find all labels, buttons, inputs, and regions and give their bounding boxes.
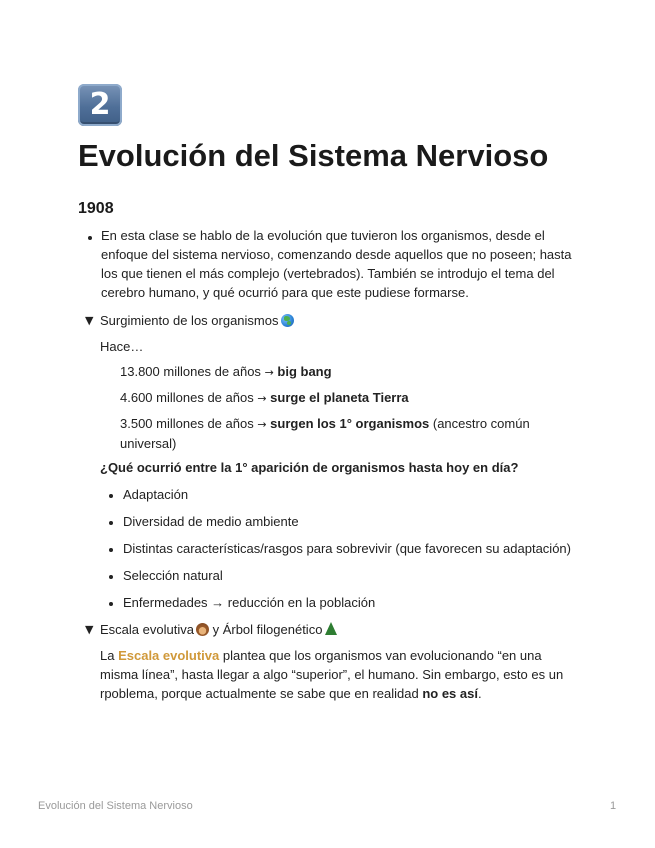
timeline-years: 13.800 millones de años bbox=[120, 364, 261, 379]
timeline-item bbox=[120, 362, 332, 382]
toggle-arbol-label: y Árbol filogenético bbox=[212, 622, 323, 637]
timeline-event: surge el planeta Tierra bbox=[270, 390, 409, 405]
toggle-open-icon[interactable]: ▼ bbox=[85, 623, 94, 636]
timeline-item bbox=[120, 388, 409, 408]
timeline-years: 3.500 millones de años bbox=[120, 416, 254, 431]
escala-paragraph bbox=[100, 646, 580, 703]
section-year-heading: 1908 bbox=[78, 200, 114, 217]
highlight-term: Escala evolutiva bbox=[118, 648, 220, 663]
timeline-years: 4.600 millones de años bbox=[120, 390, 254, 405]
timeline-event: big bang bbox=[277, 364, 332, 379]
paragraph-text: plantea que los organismos van evolucionando “en una misma línea”, hasta llegar a algo “superior”, el humano. Sin embargo, esto es un rpoblema, porque actualmente se sabe que en realidad bbox=[100, 648, 564, 701]
keycap-two-icon: 2 bbox=[78, 84, 122, 126]
bullet-dot bbox=[109, 494, 113, 498]
list-item: Adaptación bbox=[123, 487, 189, 502]
timeline-note: (ancestro común universal) bbox=[120, 416, 530, 451]
bold-phrase: no es así bbox=[422, 686, 478, 701]
tree-icon bbox=[325, 622, 337, 635]
toggle-escala[interactable] bbox=[100, 620, 337, 639]
intro-paragraph: En esta clase se hablo de la evolución que tuvieron los organismos, desde el enfoque del sistema nervioso, comenzando desde aquellos que no poseen; hasta los que tienen el más complejo (vertebrados). También se introdujo el tema del cerebro humano, y qué ocurrió para que este pudiese formarse. bbox=[101, 228, 572, 300]
list-item: Distintas características/rasgos para sobrevivir (que favorecen su adaptación) bbox=[123, 541, 571, 556]
toggle-open-icon[interactable]: ▼ bbox=[85, 314, 94, 327]
timeline-item bbox=[120, 414, 550, 453]
bullet-dot bbox=[109, 575, 113, 579]
paragraph-text: La bbox=[100, 648, 119, 663]
paragraph-text: . bbox=[477, 686, 482, 701]
toggle-surgimiento-label: Surgimiento de los organismos bbox=[100, 313, 279, 328]
globe-icon bbox=[281, 314, 294, 327]
list-item: Enfermedades → reducción en la población bbox=[123, 595, 376, 610]
list-item: Diversidad de medio ambiente bbox=[123, 514, 299, 529]
bullet-dot bbox=[88, 236, 92, 240]
page-title: Evolución del Sistema Nervioso bbox=[78, 138, 549, 173]
toggle-surgimiento[interactable] bbox=[100, 311, 294, 330]
list-item: Selección natural bbox=[123, 568, 223, 583]
hace-label: Hace… bbox=[100, 339, 144, 354]
footer-doc-title: Evolución del Sistema Nervioso bbox=[38, 800, 193, 812]
monkey-icon bbox=[196, 623, 209, 636]
bullet-dot bbox=[109, 548, 113, 552]
bullet-dot bbox=[109, 602, 113, 606]
footer-page-number: 1 bbox=[610, 800, 617, 812]
question-heading: ¿Qué ocurrió entre la 1° aparición de organismos hasta hoy en día? bbox=[100, 460, 519, 475]
arrow-right-icon: → bbox=[257, 392, 267, 405]
timeline-event: surgen los 1° organismos bbox=[270, 416, 430, 431]
arrow-right-icon: → bbox=[264, 366, 274, 379]
bullet-dot bbox=[109, 521, 113, 525]
arrow-right-icon: → bbox=[257, 418, 267, 431]
toggle-escala-label: Escala evolutiva bbox=[100, 622, 194, 637]
